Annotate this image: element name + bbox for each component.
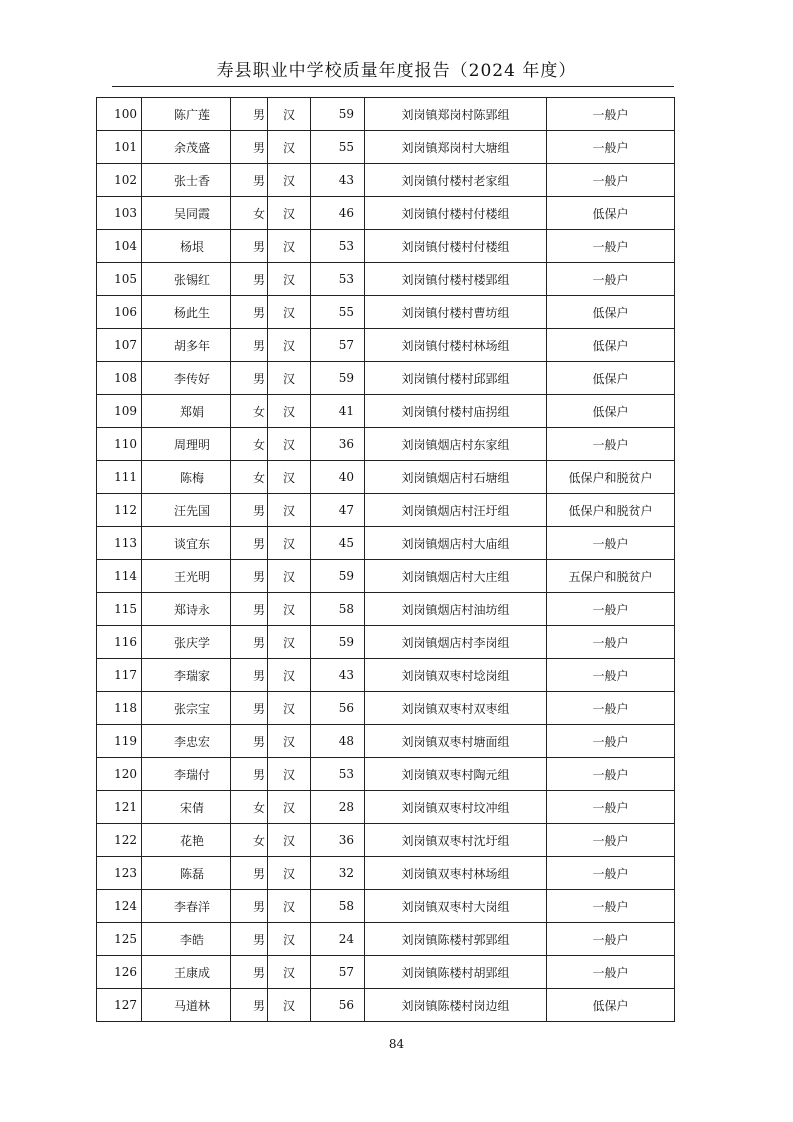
table-row — [97, 923, 675, 956]
table-row — [97, 857, 675, 890]
table-row — [97, 329, 675, 362]
row-number-cell: 100 — [97, 98, 142, 131]
age-cell: 55 — [311, 296, 365, 329]
gender-cell: 男 — [231, 494, 268, 527]
address-cell: 刘岗镇付楼村老家组 — [365, 164, 547, 197]
table-row — [97, 461, 675, 494]
table-row — [97, 956, 675, 989]
gender-cell: 男 — [231, 956, 268, 989]
household-type-cell: 低保户 — [547, 329, 675, 362]
row-number-cell: 109 — [97, 395, 142, 428]
household-type-cell: 一般户 — [547, 857, 675, 890]
household-type-cell: 一般户 — [547, 164, 675, 197]
table-row — [97, 527, 675, 560]
address-cell: 刘岗镇付楼村庙拐组 — [365, 395, 547, 428]
age-cell: 53 — [311, 263, 365, 296]
address-cell: 刘岗镇烟店村石塘组 — [365, 461, 547, 494]
household-type-cell: 一般户 — [547, 890, 675, 923]
row-number-cell: 119 — [97, 725, 142, 758]
row-number-cell: 107 — [97, 329, 142, 362]
age-cell: 55 — [311, 131, 365, 164]
table-row — [97, 890, 675, 923]
roster-table-body — [97, 98, 675, 1022]
ethnicity-cell: 汉 — [268, 593, 311, 626]
row-number-cell: 115 — [97, 593, 142, 626]
household-type-cell: 一般户 — [547, 725, 675, 758]
household-type-cell: 一般户 — [547, 527, 675, 560]
address-cell: 刘岗镇付楼村邱郢组 — [365, 362, 547, 395]
row-number-cell: 127 — [97, 989, 142, 1022]
name-cell: 李传好 — [142, 362, 231, 395]
name-cell: 张庆学 — [142, 626, 231, 659]
household-type-cell: 一般户 — [547, 230, 675, 263]
ethnicity-cell: 汉 — [268, 758, 311, 791]
ethnicity-cell: 汉 — [268, 164, 311, 197]
page-number: 84 — [388, 1037, 405, 1051]
table-row — [97, 296, 675, 329]
gender-cell: 男 — [231, 692, 268, 725]
gender-cell: 男 — [231, 923, 268, 956]
age-cell: 43 — [311, 164, 365, 197]
gender-cell: 男 — [231, 296, 268, 329]
household-type-cell: 低保户 — [547, 395, 675, 428]
table-row — [97, 692, 675, 725]
ethnicity-cell: 汉 — [268, 725, 311, 758]
address-cell: 刘岗镇双枣村埝岗组 — [365, 659, 547, 692]
name-cell: 周理明 — [142, 428, 231, 461]
age-cell: 58 — [311, 890, 365, 923]
address-cell: 刘岗镇陈楼村岗边组 — [365, 989, 547, 1022]
household-type-cell: 一般户 — [547, 956, 675, 989]
name-cell: 李春洋 — [142, 890, 231, 923]
address-cell: 刘岗镇郑岗村大塘组 — [365, 131, 547, 164]
household-type-cell: 五保户和脱贫户 — [547, 560, 675, 593]
household-type-cell: 低保户 — [547, 296, 675, 329]
ethnicity-cell: 汉 — [268, 494, 311, 527]
row-number-cell: 111 — [97, 461, 142, 494]
address-cell: 刘岗镇烟店村汪圩组 — [365, 494, 547, 527]
address-cell: 刘岗镇付楼村楼郢组 — [365, 263, 547, 296]
table-row — [97, 197, 675, 230]
name-cell: 张宗宝 — [142, 692, 231, 725]
name-cell: 王光明 — [142, 560, 231, 593]
age-cell: 53 — [311, 758, 365, 791]
address-cell: 刘岗镇付楼村林场组 — [365, 329, 547, 362]
household-type-cell: 一般户 — [547, 659, 675, 692]
ethnicity-cell: 汉 — [268, 692, 311, 725]
name-cell: 马道林 — [142, 989, 231, 1022]
row-number-cell: 101 — [97, 131, 142, 164]
table-row — [97, 560, 675, 593]
household-type-cell: 低保户和脱贫户 — [547, 494, 675, 527]
ethnicity-cell: 汉 — [268, 956, 311, 989]
address-cell: 刘岗镇双枣村陶元组 — [365, 758, 547, 791]
name-cell: 张锡红 — [142, 263, 231, 296]
name-cell: 李瑞家 — [142, 659, 231, 692]
address-cell: 刘岗镇郑岗村陈郢组 — [365, 98, 547, 131]
table-row — [97, 494, 675, 527]
gender-cell: 男 — [231, 989, 268, 1022]
ethnicity-cell: 汉 — [268, 989, 311, 1022]
gender-cell: 男 — [231, 560, 268, 593]
ethnicity-cell: 汉 — [268, 230, 311, 263]
gender-cell: 男 — [231, 329, 268, 362]
household-type-cell: 一般户 — [547, 923, 675, 956]
table-row — [97, 824, 675, 857]
name-cell: 陈广莲 — [142, 98, 231, 131]
ethnicity-cell: 汉 — [268, 131, 311, 164]
table-row — [97, 263, 675, 296]
ethnicity-cell: 汉 — [268, 923, 311, 956]
household-type-cell: 一般户 — [547, 98, 675, 131]
name-cell: 谈宜东 — [142, 527, 231, 560]
age-cell: 47 — [311, 494, 365, 527]
table-row — [97, 395, 675, 428]
gender-cell: 女 — [231, 824, 268, 857]
address-cell: 刘岗镇烟店村油坊组 — [365, 593, 547, 626]
address-cell: 刘岗镇双枣村大岗组 — [365, 890, 547, 923]
gender-cell: 女 — [231, 461, 268, 494]
table-row — [97, 758, 675, 791]
address-cell: 刘岗镇双枣村塘面组 — [365, 725, 547, 758]
table-row — [97, 626, 675, 659]
household-type-cell: 低保户和脱贫户 — [547, 461, 675, 494]
ethnicity-cell: 汉 — [268, 98, 311, 131]
age-cell: 57 — [311, 329, 365, 362]
row-number-cell: 118 — [97, 692, 142, 725]
name-cell: 李瑞付 — [142, 758, 231, 791]
household-type-cell: 一般户 — [547, 263, 675, 296]
age-cell: 32 — [311, 857, 365, 890]
row-number-cell: 122 — [97, 824, 142, 857]
row-number-cell: 120 — [97, 758, 142, 791]
table-row — [97, 593, 675, 626]
ethnicity-cell: 汉 — [268, 857, 311, 890]
gender-cell: 男 — [231, 890, 268, 923]
ethnicity-cell: 汉 — [268, 890, 311, 923]
address-cell: 刘岗镇烟店村大庄组 — [365, 560, 547, 593]
age-cell: 40 — [311, 461, 365, 494]
age-cell: 59 — [311, 560, 365, 593]
ethnicity-cell: 汉 — [268, 626, 311, 659]
name-cell: 郑娟 — [142, 395, 231, 428]
gender-cell: 男 — [231, 725, 268, 758]
ethnicity-cell: 汉 — [268, 263, 311, 296]
ethnicity-cell: 汉 — [268, 197, 311, 230]
table-row — [97, 131, 675, 164]
table-row — [97, 230, 675, 263]
name-cell: 杨此生 — [142, 296, 231, 329]
address-cell: 刘岗镇双枣村坟冲组 — [365, 791, 547, 824]
ethnicity-cell: 汉 — [268, 362, 311, 395]
address-cell: 刘岗镇陈楼村郭郢组 — [365, 923, 547, 956]
gender-cell: 男 — [231, 527, 268, 560]
page-header-title: 寿县职业中学校质量年度报告（2024 年度） — [216, 61, 577, 81]
name-cell: 张士香 — [142, 164, 231, 197]
age-cell: 57 — [311, 956, 365, 989]
gender-cell: 男 — [231, 131, 268, 164]
household-type-cell: 低保户 — [547, 989, 675, 1022]
gender-cell: 女 — [231, 395, 268, 428]
address-cell: 刘岗镇付楼村付楼组 — [365, 197, 547, 230]
gender-cell: 男 — [231, 230, 268, 263]
address-cell: 刘岗镇双枣村双枣组 — [365, 692, 547, 725]
household-type-cell: 一般户 — [547, 626, 675, 659]
name-cell: 郑诗永 — [142, 593, 231, 626]
ethnicity-cell: 汉 — [268, 527, 311, 560]
ethnicity-cell: 汉 — [268, 824, 311, 857]
household-type-cell: 一般户 — [547, 593, 675, 626]
address-cell: 刘岗镇烟店村大庙组 — [365, 527, 547, 560]
name-cell: 李忠宏 — [142, 725, 231, 758]
row-number-cell: 125 — [97, 923, 142, 956]
household-type-cell: 一般户 — [547, 692, 675, 725]
gender-cell: 男 — [231, 263, 268, 296]
name-cell: 胡多年 — [142, 329, 231, 362]
row-number-cell: 117 — [97, 659, 142, 692]
name-cell: 吴同霞 — [142, 197, 231, 230]
gender-cell: 男 — [231, 857, 268, 890]
ethnicity-cell: 汉 — [268, 428, 311, 461]
row-number-cell: 123 — [97, 857, 142, 890]
gender-cell: 男 — [231, 593, 268, 626]
gender-cell: 男 — [231, 659, 268, 692]
row-number-cell: 102 — [97, 164, 142, 197]
gender-cell: 男 — [231, 758, 268, 791]
age-cell: 24 — [311, 923, 365, 956]
table-row — [97, 725, 675, 758]
address-cell: 刘岗镇双枣村沈圩组 — [365, 824, 547, 857]
table-row — [97, 791, 675, 824]
household-type-cell: 一般户 — [547, 428, 675, 461]
gender-cell: 女 — [231, 791, 268, 824]
table-row — [97, 428, 675, 461]
name-cell: 陈磊 — [142, 857, 231, 890]
name-cell: 李皓 — [142, 923, 231, 956]
ethnicity-cell: 汉 — [268, 791, 311, 824]
row-number-cell: 110 — [97, 428, 142, 461]
row-number-cell: 121 — [97, 791, 142, 824]
address-cell: 刘岗镇付楼村曹坊组 — [365, 296, 547, 329]
table-row — [97, 98, 675, 131]
name-cell: 陈梅 — [142, 461, 231, 494]
name-cell: 花艳 — [142, 824, 231, 857]
ethnicity-cell: 汉 — [268, 395, 311, 428]
gender-cell: 男 — [231, 626, 268, 659]
age-cell: 28 — [311, 791, 365, 824]
age-cell: 59 — [311, 626, 365, 659]
row-number-cell: 116 — [97, 626, 142, 659]
age-cell: 56 — [311, 692, 365, 725]
age-cell: 46 — [311, 197, 365, 230]
age-cell: 53 — [311, 230, 365, 263]
gender-cell: 男 — [231, 362, 268, 395]
row-number-cell: 104 — [97, 230, 142, 263]
household-type-cell: 一般户 — [547, 791, 675, 824]
gender-cell: 男 — [231, 98, 268, 131]
row-number-cell: 113 — [97, 527, 142, 560]
address-cell: 刘岗镇烟店村东家组 — [365, 428, 547, 461]
row-number-cell: 108 — [97, 362, 142, 395]
ethnicity-cell: 汉 — [268, 329, 311, 362]
age-cell: 59 — [311, 98, 365, 131]
ethnicity-cell: 汉 — [268, 560, 311, 593]
age-cell: 41 — [311, 395, 365, 428]
age-cell: 43 — [311, 659, 365, 692]
row-number-cell: 103 — [97, 197, 142, 230]
household-type-cell: 一般户 — [547, 758, 675, 791]
household-type-cell: 一般户 — [547, 131, 675, 164]
row-number-cell: 126 — [97, 956, 142, 989]
name-cell: 杨垠 — [142, 230, 231, 263]
address-cell: 刘岗镇烟店村李岗组 — [365, 626, 547, 659]
ethnicity-cell: 汉 — [268, 461, 311, 494]
age-cell: 56 — [311, 989, 365, 1022]
gender-cell: 女 — [231, 428, 268, 461]
header-rule — [112, 86, 674, 87]
table-row — [97, 164, 675, 197]
row-number-cell: 124 — [97, 890, 142, 923]
household-type-cell: 低保户 — [547, 197, 675, 230]
age-cell: 36 — [311, 824, 365, 857]
name-cell: 宋倩 — [142, 791, 231, 824]
row-number-cell: 114 — [97, 560, 142, 593]
row-number-cell: 112 — [97, 494, 142, 527]
gender-cell: 女 — [231, 197, 268, 230]
roster-table — [96, 97, 675, 1022]
table-row — [97, 989, 675, 1022]
address-cell: 刘岗镇付楼村付楼组 — [365, 230, 547, 263]
name-cell: 王康成 — [142, 956, 231, 989]
household-type-cell: 低保户 — [547, 362, 675, 395]
age-cell: 36 — [311, 428, 365, 461]
ethnicity-cell: 汉 — [268, 296, 311, 329]
age-cell: 48 — [311, 725, 365, 758]
age-cell: 59 — [311, 362, 365, 395]
address-cell: 刘岗镇双枣村林场组 — [365, 857, 547, 890]
table-row — [97, 659, 675, 692]
gender-cell: 男 — [231, 164, 268, 197]
name-cell: 汪先国 — [142, 494, 231, 527]
age-cell: 58 — [311, 593, 365, 626]
ethnicity-cell: 汉 — [268, 659, 311, 692]
table-row — [97, 362, 675, 395]
household-type-cell: 一般户 — [547, 824, 675, 857]
age-cell: 45 — [311, 527, 365, 560]
name-cell: 余茂盛 — [142, 131, 231, 164]
row-number-cell: 105 — [97, 263, 142, 296]
row-number-cell: 106 — [97, 296, 142, 329]
address-cell: 刘岗镇陈楼村胡郢组 — [365, 956, 547, 989]
